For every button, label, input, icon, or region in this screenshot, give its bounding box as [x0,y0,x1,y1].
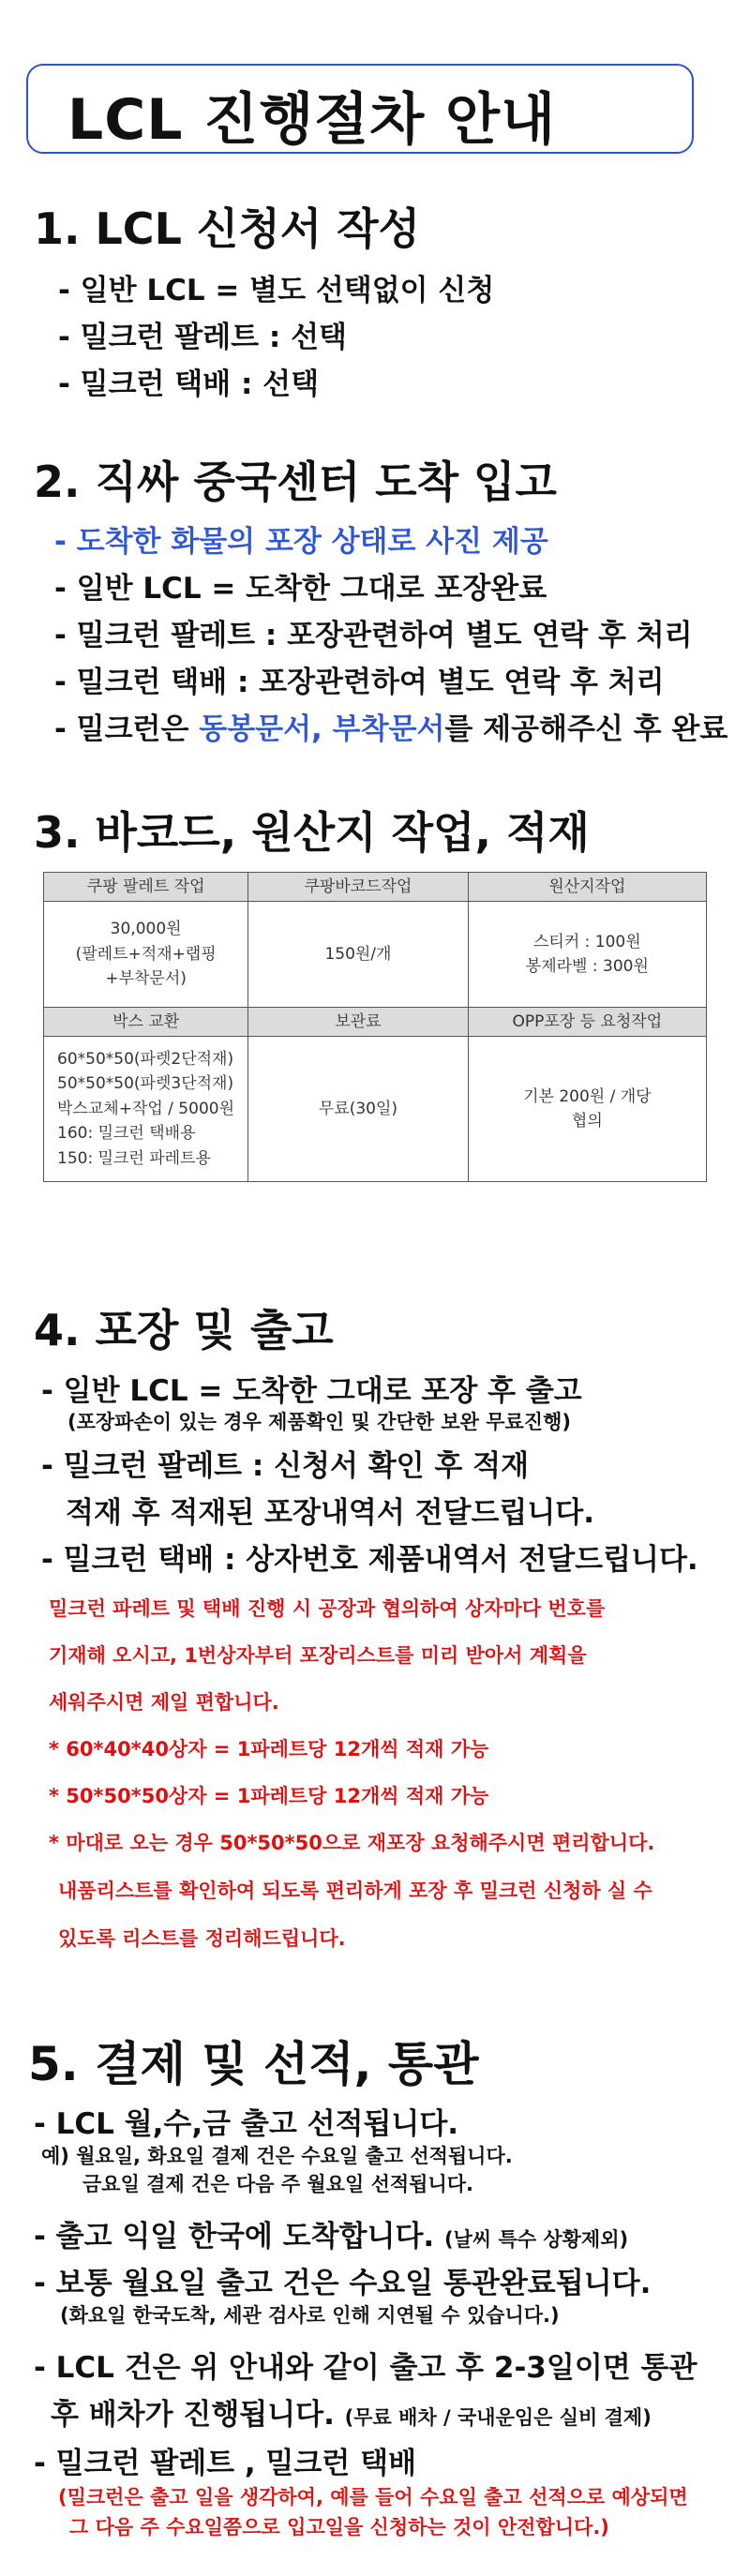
table-cell [248,1037,468,1182]
cell-line: 150원/개 [324,944,392,964]
s4-red-8: 있도록 리스트를 정리해드립니다. [58,1927,346,1950]
cell-line: (팔레트+적재+랩핑 [75,944,217,964]
table-row [44,1037,707,1182]
doc-enclosed: 동봉문서 [199,712,312,746]
s4-line-2: - 밀크런 팔레트 : 신청서 확인 후 적재 [41,1449,530,1483]
cell-line: 60*50*50(파렛2단적재) [57,1050,234,1070]
s5-line-2-text: - 출고 익일 한국에 도착합니다. [34,2220,435,2254]
s4-red-6: * 마대로 오는 경우 50*50*50으로 재포장 요청해주시면 편리합니다. [49,1832,655,1854]
table-cell [44,1037,248,1182]
doc-attached: 부착문서 [332,712,445,746]
cell-line: +부착문서) [105,969,187,989]
s2-line-4-post: 를 제공해주신 후 완료 [444,712,728,746]
table-cell [468,1037,706,1182]
s5-line-1-note-2: 금요일 결제 건은 다음 주 월요일 선적됩니다. [82,2173,473,2195]
s4-line-1-note: (포장파손이 있는 경우 제품확인 및 간단한 보완 무료진행) [68,1411,571,1433]
section-5-heading: 5. 결제 및 선적, 통관 [28,2037,479,2091]
section-2-heading: 2. 직싸 중국센터 도착 입고 [34,457,557,507]
table-header-cell: 보관료 [248,1008,468,1037]
section-1-heading: 1. LCL 신청서 작성 [34,203,421,254]
cell-line: 150: 밀크런 파레트용 [57,1148,211,1168]
s5-line-5: - 밀크런 팔레트 , 밀크런 택배 [34,2447,417,2480]
table-header-row [44,873,707,902]
cell-line: 박스교체+작업 / 5000원 [57,1099,234,1118]
price-table [43,872,707,1182]
table-header-cell: 쿠팡바코드작업 [248,873,468,902]
s5-line-4: - LCL 건은 위 안내와 같이 출고 후 2-3일이면 통관 [34,2351,698,2385]
table-row [44,902,707,1008]
section-4-heading: 4. 포장 및 출고 [34,1305,334,1355]
title-box [26,64,694,154]
s5-line-2 [34,2212,628,2254]
table-header-cell: 쿠팡 팔레트 작업 [44,873,248,902]
cell-line: 무료(30일) [318,1099,398,1118]
s2-blue-line: - 도착한 화물의 포장 상태로 사진 제공 [54,525,548,559]
s4-line-2b: 적재 후 적재된 포장내역서 전달드립니다. [66,1496,595,1530]
s4-line-1: - 일반 LCL = 도착한 그대로 포장 후 출고 [41,1374,582,1408]
section-3-heading: 3. 바코드, 원산지 작업, 적재 [34,807,590,858]
s5-line-3: - 보통 월요일 출고 건은 수요일 통관완료됩니다. [34,2267,652,2300]
s5-line-3-note: (화요일 한국도착, 세관 검사로 인해 지연될 수 있습니다.) [60,2304,560,2327]
cell-line: 봉제라벨 : 300원 [525,957,649,976]
doc-sep: , [311,712,333,746]
cell-line: 스티커 : 100원 [533,932,641,951]
s2-line-4-pre: - 밀크런은 [54,712,200,746]
s4-red-3: 세워주시면 제일 편합니다. [49,1691,279,1714]
s2-line-4 [54,705,728,747]
s4-line-3: - 밀크런 택배 : 상자번호 제품내역서 전달드립니다. [41,1543,698,1577]
s2-line-1: - 일반 LCL = 도착한 그대로 포장완료 [54,572,548,606]
s5-red-2: 그 다음 주 수요일쯤으로 입고일을 신청하는 것이 안전합니다.) [69,2516,609,2539]
s5-line-4b [51,2390,652,2433]
s4-red-7: 내품리스트를 확인하여 되도록 편리하게 포장 후 밀크런 신청하 실 수 [58,1880,652,1902]
s4-red-4: * 60*40*40상자 = 1파레트당 12개씩 적재 가능 [49,1738,489,1760]
s1-line-1: - 일반 LCL = 별도 선택없이 신청 [58,274,495,307]
s5-line-2-note: (날씨 특수 상황제외) [443,2228,629,2251]
s4-red-5: * 50*50*50상자 = 1파레트당 12개씩 적재 가능 [49,1785,489,1807]
s4-red-1: 밀크런 파레트 및 택배 진행 시 공장과 협의하여 상자마다 번호를 [49,1597,606,1620]
s2-line-3: - 밀크런 택배 : 포장관련하여 별도 연락 후 처리 [54,666,665,699]
s5-red-1: (밀크런은 출고 일을 생각하여, 예를 들어 수요일 출고 선적으로 예상되면 [58,2486,688,2509]
table-header-cell: 박스 교환 [44,1008,248,1037]
table-header-cell: OPP포장 등 요청작업 [468,1008,706,1037]
s1-line-3: - 밀크런 택배 : 선택 [58,367,320,401]
table-header-cell: 원산지작업 [468,873,706,902]
cell-line: 협의 [571,1112,603,1131]
cell-line: 50*50*50(파렛3단적재) [57,1074,234,1094]
s5-line-4b-text: 후 배차가 진행됩니다. [51,2398,335,2432]
s2-line-2: - 밀크런 팔레트 : 포장관련하여 별도 연락 후 처리 [54,619,693,652]
page-title: LCL 진행절차 안내 [68,87,557,153]
cell-line: 160: 밀크런 택배용 [57,1124,196,1144]
cell-line: 30,000원 [110,920,182,939]
cell-line: 기본 200원 / 개당 [523,1086,652,1106]
s4-red-2: 기재해 오시고, 1번상자부터 포장리스트를 미리 받아서 계획을 [49,1644,587,1667]
table-cell [248,902,468,1008]
s5-line-4-note: (무료 배차 / 국내운임은 실비 결제) [344,2406,652,2429]
s1-line-2: - 밀크런 팔레트 : 선택 [58,321,348,354]
table-cell [44,902,248,1008]
s5-line-1: - LCL 월,수,금 출고 선적됩니다. [34,2107,459,2141]
s5-line-1-note-1: 예) 월요일, 화요일 결제 건은 수요일 출고 선적됩니다. [41,2145,513,2167]
table-cell [468,902,706,1008]
table-header-row [44,1008,707,1037]
